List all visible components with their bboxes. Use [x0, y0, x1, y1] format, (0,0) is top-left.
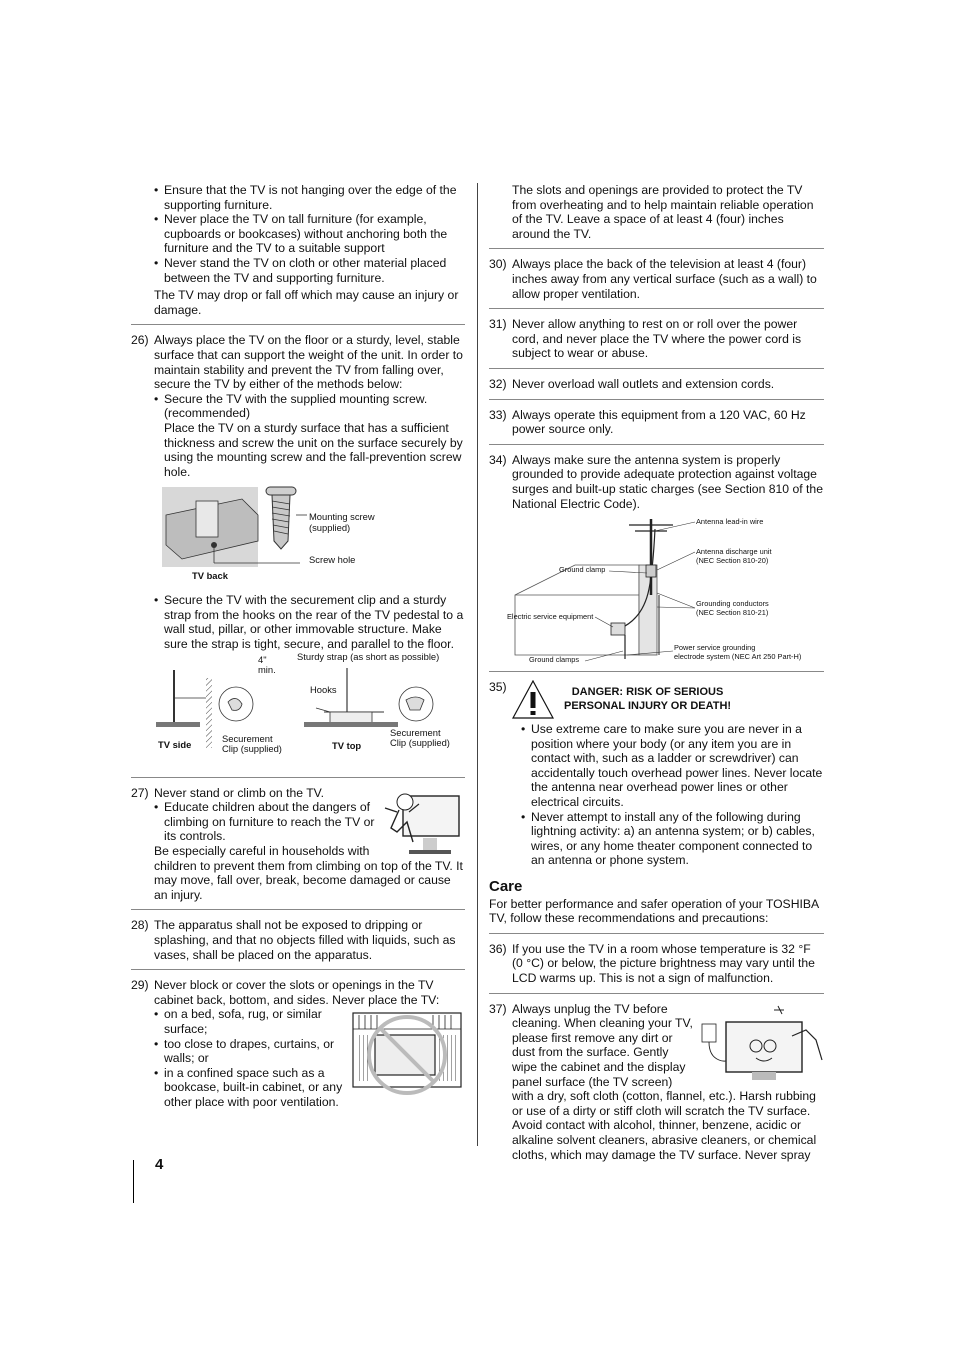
divider [131, 909, 465, 910]
cleaning-figure [696, 1002, 824, 1086]
care-intro: For better performance and safer operation of your TOSHIBA TV, follow these recommendations and precautions: [489, 896, 819, 926]
item-text: Always unplug the TV before cleaning. When cleaning your TV, please first remove any dirt or dust from the surface. Gently wipe the cabinet and the display panel surface (the TV screen) [512, 1001, 693, 1089]
ground-clamp-label: Ground clamp [559, 565, 606, 575]
item-29-continuation: The slots and openings are provided to protect the TV from overheating and to help maintain reliable operation of the TV. Leave a space of at least 4 (four) inches around the TV. [512, 183, 814, 241]
securement-clip-illustration [154, 658, 464, 766]
item-text: If you use the TV in a room whose temperature is 32 °F (0 °C) or below, the picture brightness may vary until the LCD warms up. This is not a sign of malfunction. [512, 941, 815, 985]
divider [489, 368, 824, 369]
mounting-screw-illustration [162, 485, 462, 583]
power-ground-label: Power service grounding electrode system (NEC Art 250 Part-H) [674, 643, 802, 661]
list-item: • Never attempt to install any of the following during lightning activity: a) an antenna system; or b) cables, wires, or any home theater component connected to an antenna or phone system. [521, 810, 824, 868]
item-number: 34) [489, 452, 507, 467]
item-detail: Place the TV on a sturdy surface that has a sufficient thickness and screw the unit on the surface securely by using the mounting screw and the fall-prevention screw hole. [164, 420, 463, 479]
divider [489, 248, 824, 249]
divider [489, 399, 824, 400]
item-32 [489, 377, 824, 392]
screw-hole-label: Screw hole [309, 554, 356, 566]
list-item: • too close to drapes, curtains, or walls; or [154, 1037, 465, 1066]
left-column [131, 183, 465, 1110]
item-text: Always place the TV on the floor or a sturdy, level, stable surface that can support the weight of the unit. In order to maintain stability and prevent the TV from falling over, secure the TV by either of the methods below: [154, 333, 463, 392]
cleaning-illustration [696, 1002, 824, 1086]
divider [489, 444, 824, 445]
item-text: Never stand or climb on the TV. [154, 785, 325, 800]
right-column [489, 183, 824, 1162]
care-heading: Care [489, 878, 523, 896]
divider [489, 671, 824, 672]
conductors-label: Grounding conductors (NEC Section 810-21) [696, 599, 769, 617]
item-text: Always place the back of the television at least 4 (four) inches away from any vertical surface (such as a wall) to allow proper ventilation. [512, 257, 817, 301]
intro-bullets [131, 183, 465, 285]
list-item: • Never place the TV on tall furniture (for example, cupboards or bookcases) without anchoring both the furniture and the TV to a suitable support [154, 212, 465, 256]
item-note: Be especially careful in households with children to prevent them from climbing on top of the TV. It may move, fall over, break, become damaged or cause an injury. [154, 844, 463, 902]
item-30 [489, 257, 824, 301]
divider [131, 969, 465, 970]
divider [489, 933, 824, 934]
ground-clamps-label: Ground clamps [529, 655, 580, 665]
mounting-screw-label: Mounting screw (supplied) [309, 511, 375, 534]
item-26 [131, 333, 465, 769]
danger-warning [512, 680, 824, 720]
item-number: 32) [489, 376, 507, 391]
four-inch-label: 4" min. [258, 653, 276, 676]
list-item: • Never stand the TV on cloth or other material placed between the TV and supporting furniture. [154, 256, 465, 285]
list-item: • Ensure that the TV is not hanging over the edge of the supporting furniture. [154, 183, 465, 212]
tv-back-label: TV back [192, 570, 228, 582]
divider [131, 324, 465, 325]
divider [489, 308, 824, 309]
item-number: 29) [131, 978, 149, 993]
divider [489, 993, 824, 994]
list-item: • Secure the TV with the securement clip and a sturdy strap from the hooks on the rear of the TV pedestal to a wall stud, pillar, or other immovable structure. Make sure the strap is tight, secure, and parallel to the floor. [154, 593, 465, 651]
danger-text: DANGER: RISK OF SERIOUS PERSONAL INJURY OR DEATH! [564, 686, 732, 712]
item-35 [489, 680, 824, 868]
item-number: 27) [131, 785, 149, 800]
item-number: 35) [489, 680, 507, 695]
item-number: 26) [131, 333, 149, 348]
list-item: • on a bed, sofa, rug, or similar surface; [154, 1007, 465, 1036]
item-number: 30) [489, 257, 507, 272]
item-text: Never block or cover the slots or openings in the TV cabinet back, bottom, and sides. Never place the TV: [154, 978, 440, 1007]
page-number-bar [133, 1160, 134, 1203]
divider [131, 777, 465, 778]
item-28 [131, 918, 465, 962]
mounting-screw-figure [162, 485, 465, 583]
list-item: • Educate children about the dangers of climbing on furniture to reach the TV or its controls. [154, 800, 465, 844]
item-number: 37) [489, 1001, 507, 1016]
item-number: 31) [489, 317, 507, 332]
item-31 [489, 317, 824, 361]
electric-service-label: Electric service equipment [507, 612, 594, 622]
item-36 [489, 942, 824, 986]
warning-icon [512, 680, 554, 720]
strap-label: Sturdy strap (as short as possible) [297, 650, 440, 662]
hooks-label: Hooks [310, 683, 337, 695]
item-27 [131, 786, 465, 903]
item-text: Always make sure the antenna system is properly grounded to provide adequate protection against voltage surges and built-up static charges (see Section 810 of the National Electric Code). [512, 452, 823, 511]
list-item: • in a confined space such as a bookcase, built-in cabinet, or any other place with poor ventilation. [154, 1066, 465, 1110]
page-number: 4 [155, 1156, 164, 1173]
clip-label-2: Securement Clip (supplied) [390, 726, 450, 749]
clip-label-1: Securement Clip (supplied) [222, 732, 282, 755]
securement-clip-figure [154, 650, 465, 766]
item-34 [489, 453, 824, 511]
item-37 [489, 1002, 824, 1090]
item-text: Always operate this equipment from a 120 VAC, 60 Hz power source only. [512, 407, 806, 437]
antenna-grounding-figure [489, 515, 824, 667]
item-number: 28) [131, 918, 149, 933]
tv-side-label: TV side [158, 738, 192, 750]
item-29 [131, 978, 465, 1109]
list-item: • Secure the TV with the supplied mounting screw. (recommended) [154, 392, 465, 421]
item-text: Never overload wall outlets and extension cords. [512, 376, 775, 391]
column-divider [477, 183, 478, 1146]
discharge-label: Antenna discharge unit (NEC Section 810-20) [696, 547, 772, 565]
intro-note: The TV may drop or fall off which may cause an injury or damage. [154, 288, 459, 317]
list-item: • Use extreme care to make sure you are never in a position where your body (or any item you are in contact with, such as a ladder or screwdriver) can accidentally touch overhead power lines. Never locate the antenna near overhead power lines or other electrical circuits. [521, 722, 824, 810]
item-text: Never allow anything to rest on or roll over the power cord, and never place the TV where the power cord is subject to wear or abuse. [512, 317, 802, 361]
lead-in-label: Antenna lead-in wire [696, 517, 764, 527]
item-33 [489, 408, 824, 437]
tv-top-label: TV top [332, 739, 362, 751]
item-text: The apparatus shall not be exposed to dripping or splashing, and that no objects filled with liquids, such as vases, shall be placed on the apparatus. [154, 918, 456, 962]
item-text-continued: with a dry, soft cloth (cotton, flannel, etc.). Harsh rubbing or use of a dirty or stiff cloth will scratch the TV surface. Avoid contact with alcohol, thinner, benzene, acidic or alkaline solvent cleaners, abrasive cleaners, or chemical cloths, which may damage the TV surface. Never spray [512, 1089, 817, 1162]
item-number: 33) [489, 407, 507, 422]
item-number: 36) [489, 941, 507, 956]
